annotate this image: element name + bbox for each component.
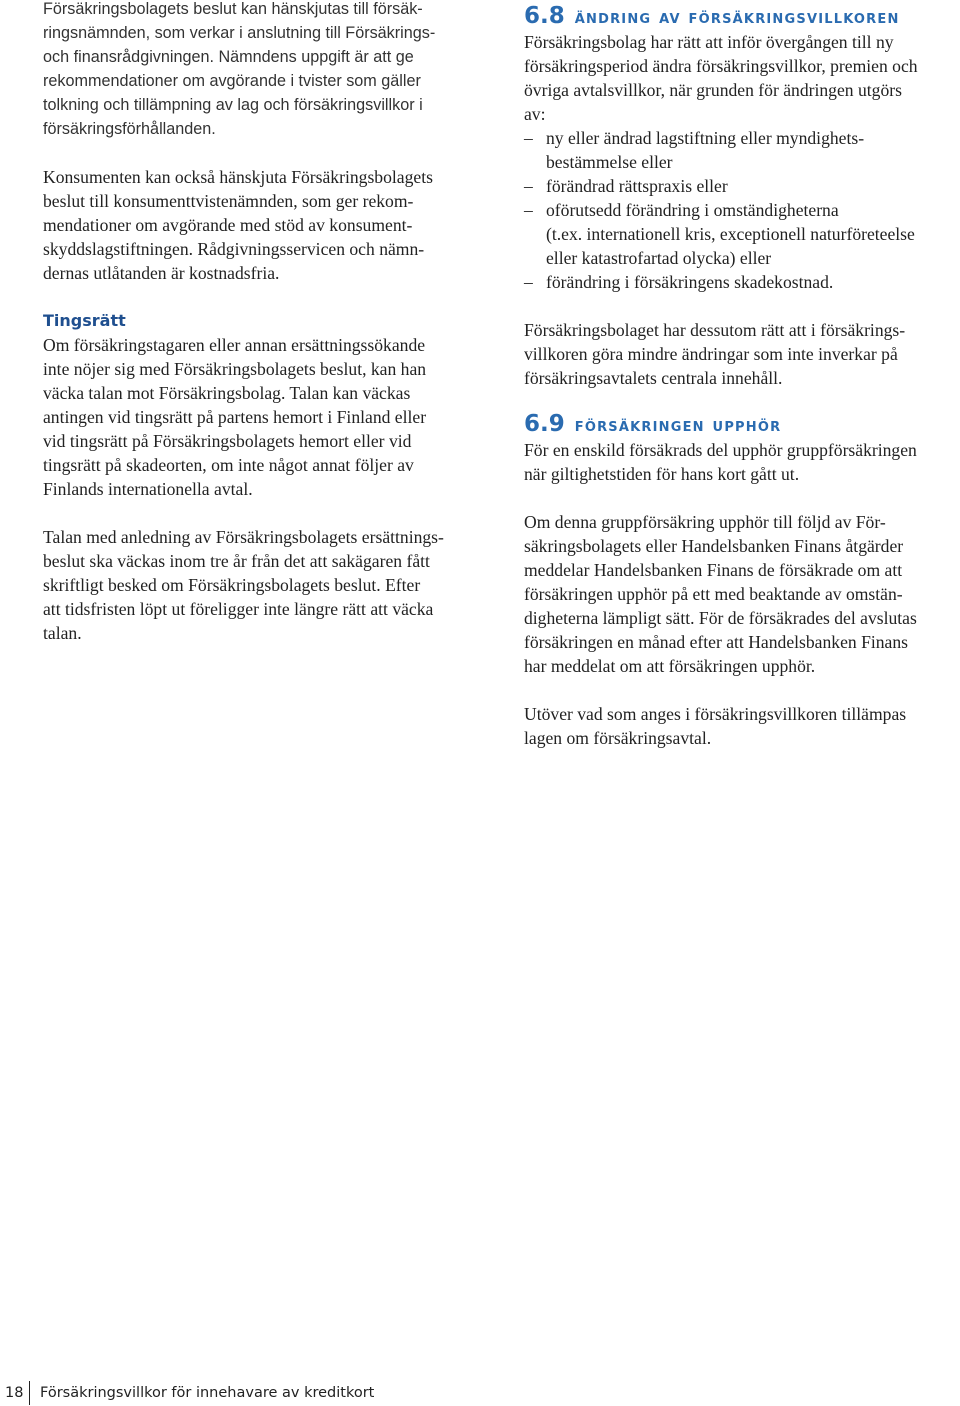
section-6-8-intro xyxy=(524,30,956,126)
text-line: när giltighetstiden för hans kort gått ut. xyxy=(524,464,800,484)
text-line: rekommendationer om avgörande i tvister som gäller xyxy=(43,72,421,90)
text-line: villkoren göra mindre ändringar som inte inverkar på xyxy=(524,344,898,364)
text-line: tolkning och tillämpning av lag och försäkringsvillkor i xyxy=(43,96,423,114)
intro-paragraph xyxy=(43,0,483,141)
text-line: Finlands internationella avtal. xyxy=(43,479,253,499)
dash-bullet: – xyxy=(524,272,533,292)
minor-changes-paragraph xyxy=(524,318,956,390)
text-line: Om denna gruppförsäkring upphör till följd av För- xyxy=(524,512,886,532)
section-number: 6.9 xyxy=(524,411,565,437)
dash-bullet: – xyxy=(524,176,533,196)
text-line: försäkringen en månad efter att Handelsbanken Finans xyxy=(524,632,908,652)
page-number: 18 xyxy=(5,1385,24,1401)
list-item xyxy=(524,198,956,270)
text-line: försäkringsavtalets centrala innehåll. xyxy=(524,368,783,388)
text-line: skyddslagstiftningen. Rådgivningsservicen och nämn- xyxy=(43,239,425,259)
right-column xyxy=(524,0,956,750)
text-line: (t.ex. internationell kris, exceptionell naturföreteelse xyxy=(546,224,915,244)
page-footer xyxy=(0,1381,420,1405)
section-6-9-paragraph-2 xyxy=(524,510,956,678)
text-line: Konsumenten kan också hänskjuta Försäkringsbolagets xyxy=(43,167,433,187)
text-line: ny eller ändrad lagstiftning eller myndighets- xyxy=(546,128,865,148)
text-line: väcka talan mot Försäkringsbolag. Talan kan väckas xyxy=(43,383,411,403)
text-line: talan. xyxy=(43,623,82,643)
list-item xyxy=(524,270,956,294)
section-6-9-paragraph-1 xyxy=(524,438,956,486)
section-number: 6.8 xyxy=(524,3,565,29)
section-6-8-heading xyxy=(524,3,956,30)
tingsratt-paragraph xyxy=(43,333,483,501)
text-line: bestämmelse eller xyxy=(546,152,673,172)
text-line: dernas utlåtanden är kostnadsfria. xyxy=(43,263,280,283)
text-line: förändring i försäkringens skadekostnad. xyxy=(546,272,834,292)
change-grounds-list xyxy=(524,126,956,294)
text-line: förändrad rättspraxis eller xyxy=(546,176,728,196)
text-line: inte nöjer sig med Försäkringsbolagets beslut, kan han xyxy=(43,359,427,379)
text-line: och finansrådgivningen. Nämndens uppgift är att ge xyxy=(43,48,414,66)
text-line: mendationer om avgörande med stöd av konsument- xyxy=(43,215,413,235)
text-line: Utöver vad som anges i försäkringsvillkoren tillämpas xyxy=(524,704,907,724)
text-line: av: xyxy=(524,104,546,124)
text-line: försäkringsperiod ändra försäkringsvillkor, premien och xyxy=(524,56,918,76)
text-line: lagen om försäkringsavtal. xyxy=(524,728,712,748)
text-line: För en enskild försäkrads del upphör gruppförsäkringen xyxy=(524,440,917,460)
list-item xyxy=(524,174,956,198)
text-line: Försäkringsbolaget har dessutom rätt att i försäkrings- xyxy=(524,320,906,340)
text-line: Försäkringsbolag har rätt att inför övergången till ny xyxy=(524,32,894,52)
text-line: beslut till konsumenttvistenämnden, som ger rekom- xyxy=(43,191,414,211)
section-6-9-paragraph-3 xyxy=(524,702,956,750)
text-line: försäkringen upphör på ett med beaktande av omstän- xyxy=(524,584,903,604)
text-line: Om försäkringstagaren eller annan ersättningssökande xyxy=(43,335,426,355)
text-line: ringsnämnden, som verkar i anslutning till Försäkrings- xyxy=(43,24,436,42)
text-line: tingsrätt på skadeorten, om inte något annat följer av xyxy=(43,455,414,475)
text-line: att tidsfristen löpt ut föreligger inte längre rätt att väcka xyxy=(43,599,434,619)
text-line: meddelar Handelsbanken Finans de försäkrade om att xyxy=(524,560,903,580)
left-column xyxy=(43,0,483,645)
text-line: har meddelat om att försäkringen upphör. xyxy=(524,656,816,676)
footer-divider xyxy=(29,1381,30,1405)
text-line: Försäkringsbolagets beslut kan hänskjutas till försäk- xyxy=(43,0,423,18)
text-line: försäkringsförhållanden. xyxy=(43,120,216,138)
consumer-paragraph xyxy=(43,165,483,285)
list-item xyxy=(524,126,956,174)
text-line: beslut ska väckas inom tre år från det att sakägaren fått xyxy=(43,551,430,571)
text-line: övriga avtalsvillkor, när grunden för ändringen utgörs xyxy=(524,80,902,100)
text-line: antingen vid tingsrätt på partens hemort i Finland eller xyxy=(43,407,427,427)
text-line: digheterna lämpligt sätt. För de försäkrades del avslutas xyxy=(524,608,917,628)
section-title: ändring av försäkringsvillkoren xyxy=(574,6,900,28)
section-6-9-heading xyxy=(524,411,956,438)
section-title: försäkringen upphör xyxy=(574,414,782,436)
text-line: eller katastrofartad olycka) eller xyxy=(546,248,772,268)
text-line: vid tingsrätt på Försäkringsbolagets hemort eller vid xyxy=(43,431,412,451)
text-line: skriftligt besked om Försäkringsbolagets beslut. Efter xyxy=(43,575,421,595)
text-line: säkringsbolagets eller Handelsbanken Finans åtgärder xyxy=(524,536,904,556)
dash-bullet: – xyxy=(524,128,533,148)
tingsratt-heading: Tingsrätt xyxy=(43,311,126,330)
text-line: Talan med anledning av Försäkringsbolagets ersättnings- xyxy=(43,527,444,547)
talan-paragraph xyxy=(43,525,483,645)
dash-bullet: – xyxy=(524,200,533,220)
document-title: Försäkringsvillkor för innehavare av kreditkort xyxy=(40,1385,375,1401)
text-line: oförutsedd förändring i omständigheterna xyxy=(546,200,839,220)
